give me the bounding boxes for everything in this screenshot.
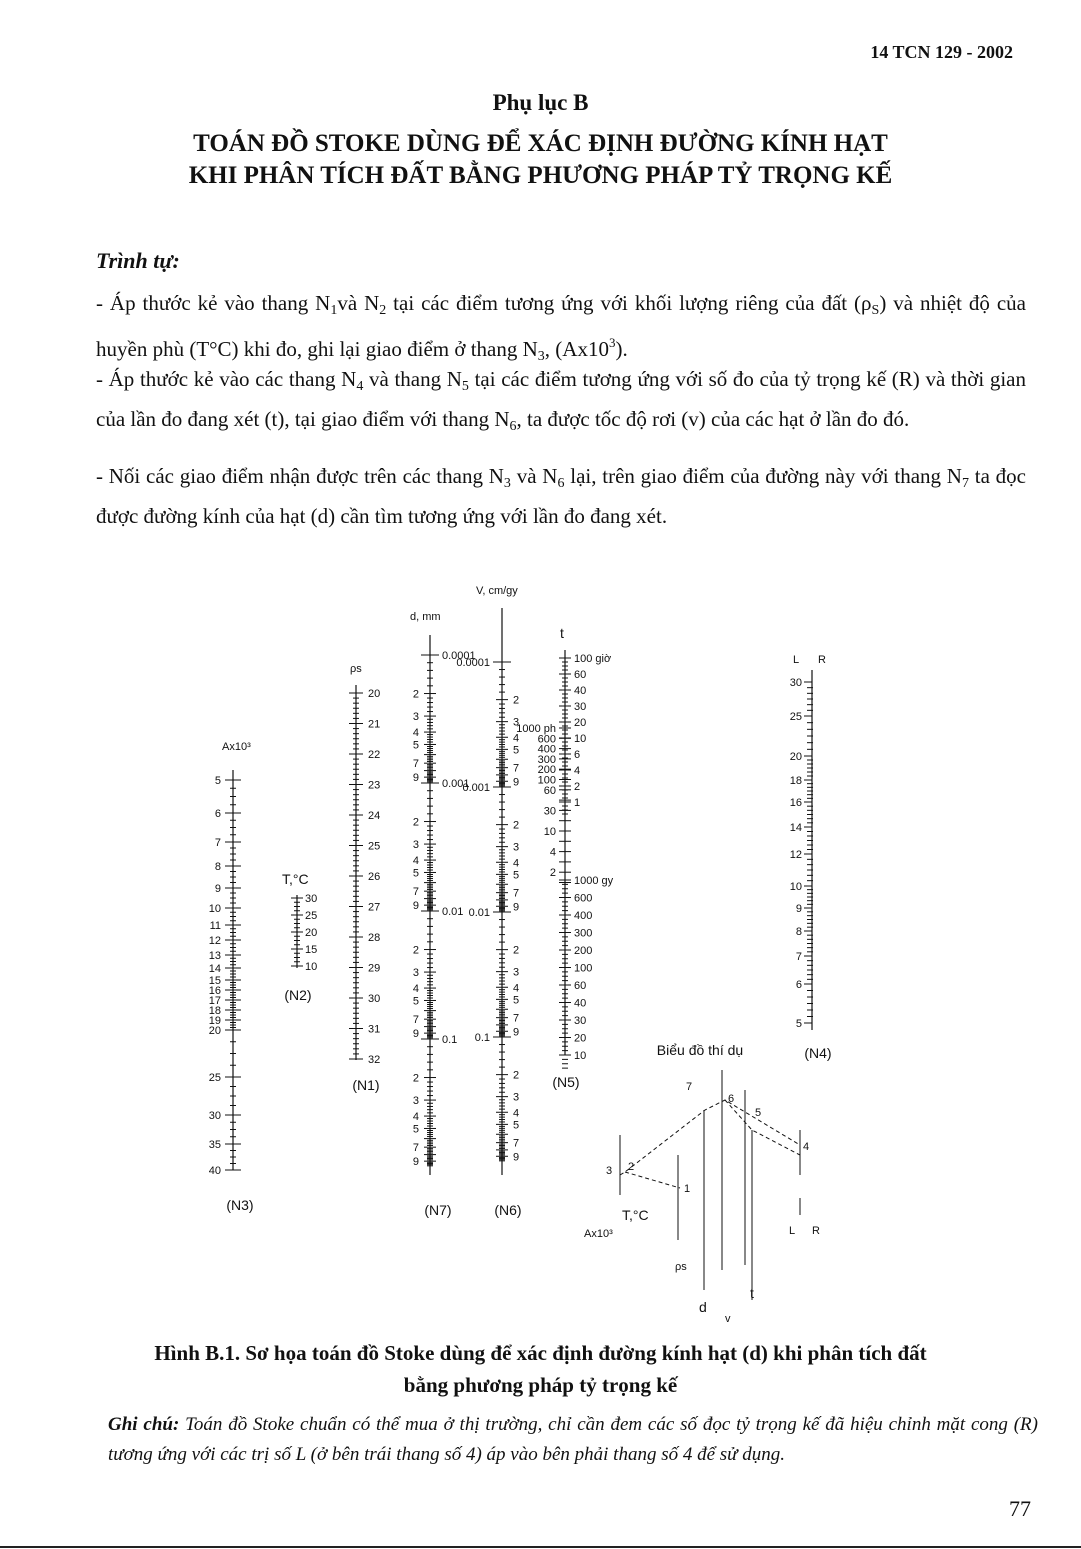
n5-hour-label: 60 xyxy=(574,669,587,681)
n5-minute-label: 30 xyxy=(543,805,556,818)
procedure-step-1: - Áp thước kẻ vào thang $N_1và$ $N_2$ tại các điểm tương ứng với khối lượng riêng của đất $(\rho_S)$ và nhiệt độ của huyền phù (T°C) khi đo, ghi lại giao điểm ở thang $N_3$, $(Ax10^3)$. xyxy=(96,291,1026,364)
n5-minute-label: 100 xyxy=(537,774,556,787)
n5-minute-label: 2 xyxy=(549,867,556,880)
n5-second-label: 300 xyxy=(574,927,593,940)
n5-hour-label: 40 xyxy=(574,685,587,697)
n5-second-label: 40 xyxy=(574,997,587,1010)
n7-decade-label: 0.001 xyxy=(442,778,470,790)
n6-tick-label: 3 xyxy=(513,716,520,729)
stoke-nomogram xyxy=(0,570,1081,1330)
n3-tick-label: 8 xyxy=(214,861,221,873)
n6-decade-label: 0.01 xyxy=(468,907,490,919)
caption-line-1: Hình B.1. Sơ họa toán đồ Stoke dùng để xác định đường kính hạt (d) khi phân tích đất xyxy=(154,1341,927,1365)
note-text: Toán đồ Stoke chuẩn có thể mua ở thị trường, chỉ cần đem các số đọc tỷ trọng kế đã hiệu chỉnh mặt cong (R) tương ứng với các trị số L (ở bên trái thang số 4) áp vào bên phải thang số 4 để sử dụng. xyxy=(108,1414,1038,1465)
n4-header-l: L xyxy=(793,654,800,666)
n7-tick-label: 4 xyxy=(412,727,419,740)
n5-label: (N5) xyxy=(552,1074,580,1090)
n4-tick-label: 18 xyxy=(789,775,802,787)
n3-tick-label: 6 xyxy=(214,808,221,820)
n7-tick-label: 3 xyxy=(412,711,419,724)
example-connecting-line xyxy=(725,1100,800,1155)
n6-header: V, cm/gy xyxy=(476,585,518,597)
n7-tick-label: 5 xyxy=(412,867,419,880)
figure-caption xyxy=(0,1337,1081,1401)
n7-tick-label: 3 xyxy=(412,1095,419,1108)
n7-tick-label: 5 xyxy=(412,739,419,752)
note-label: Ghi chú: xyxy=(108,1414,180,1435)
n5-second-label: 100 xyxy=(574,962,593,975)
n2-tick-label: 30 xyxy=(305,893,318,905)
n1-tick-label: 20 xyxy=(368,688,381,700)
example-axis-label: L xyxy=(789,1225,796,1237)
n7-tick-label: 5 xyxy=(412,995,419,1008)
n5-hour-label: 4 xyxy=(574,765,581,777)
n3-tick-label: 10 xyxy=(208,903,221,915)
n6-tick-label: 2 xyxy=(513,944,520,957)
example-title: Biểu đồ thí dụ xyxy=(656,1042,744,1058)
n6-tick-label: 7 xyxy=(513,887,520,900)
n3-tick-label: 40 xyxy=(208,1165,221,1177)
n1-label: (N1) xyxy=(352,1077,380,1093)
n6-tick-label: 2 xyxy=(513,694,520,707)
n3-label: (N3) xyxy=(226,1197,254,1213)
n5-minute-label: 400 xyxy=(537,743,556,756)
n6-tick-label: 7 xyxy=(513,762,520,775)
n3-tick-label: 12 xyxy=(208,935,221,947)
n2-label: (N2) xyxy=(284,987,312,1003)
n1-tick-label: 31 xyxy=(368,1023,381,1036)
n5-minute-label: 1000 ph xyxy=(516,723,556,735)
n4-label: (N4) xyxy=(804,1045,832,1061)
n6-tick-label: 5 xyxy=(513,744,520,757)
n4-header-r: R xyxy=(818,654,826,666)
n3-tick-label: 13 xyxy=(208,950,221,962)
n5-second-label: 10 xyxy=(574,1050,587,1062)
example-point-label: 1 xyxy=(684,1183,691,1195)
n7-tick-label: 2 xyxy=(412,1072,419,1085)
procedure-step-3: - Nối các giao điểm nhận được trên các thang $N_3$ và $N_6$ lại, trên giao điểm của đường này với thang $N_7$ ta đọc được đường kính của hạt (d) cần tìm tương ứng với lần đo đang xét. xyxy=(96,464,1026,528)
n5-minute-label: 200 xyxy=(537,764,556,777)
n4-tick-label: 12 xyxy=(789,849,802,861)
n7-tick-label: 9 xyxy=(412,900,419,913)
n5-minute-label: 60 xyxy=(543,784,556,797)
page-title xyxy=(0,128,1081,192)
n5-hour-label: 6 xyxy=(574,749,581,761)
n1-tick-label: 26 xyxy=(368,871,381,883)
n7-tick-label: 9 xyxy=(412,1156,419,1169)
procedure-heading: Trình tự: xyxy=(96,248,180,273)
example-point-label: 2 xyxy=(628,1161,635,1173)
n3-tick-label: 17 xyxy=(208,995,221,1007)
n7-tick-label: 4 xyxy=(412,983,419,996)
example-axis-label: R xyxy=(812,1225,820,1237)
example-axis-label: ρs xyxy=(675,1261,687,1273)
n7-tick-label: 7 xyxy=(412,758,419,771)
n7-tick-label: 5 xyxy=(412,1123,419,1136)
n3-tick-label: 15 xyxy=(208,975,221,987)
n6-tick-label: 2 xyxy=(513,819,520,832)
n1-tick-label: 29 xyxy=(368,962,381,975)
n4-tick-label: 25 xyxy=(789,711,802,723)
procedure-step-2: - Áp thước kẻ vào các thang $N_4$ và thang $N_5$ tại các điểm tương ứng với số đo của tỷ trọng kế (R) và thời gian của lần đo đang xét (t), tại giao điểm với thang $N_6$, ta được tốc độ rơi (v) của các hạt ở lần đo đó. xyxy=(96,367,1026,434)
n6-tick-label: 2 xyxy=(513,1069,520,1082)
example-point-label: 4 xyxy=(803,1141,810,1153)
n4-tick-label: 10 xyxy=(789,881,802,893)
n4-tick-label: 5 xyxy=(795,1018,802,1030)
example-point-label: 5 xyxy=(755,1107,762,1119)
n3-tick-label: 9 xyxy=(214,883,221,895)
n6-tick-label: 3 xyxy=(513,1091,520,1104)
n7-tick-label: 7 xyxy=(412,1014,419,1027)
n6-tick-label: 5 xyxy=(513,994,520,1007)
n5-hour-label: 20 xyxy=(574,717,587,729)
n5-minute-label: 4 xyxy=(549,846,556,859)
n5-hour-label: 30 xyxy=(574,701,587,713)
n5-hour-label: 10 xyxy=(574,733,587,745)
n3-tick-label: 20 xyxy=(208,1025,221,1037)
n5-minute-label: 10 xyxy=(543,826,556,838)
n5-second-label: 20 xyxy=(574,1032,587,1045)
n4-tick-label: 14 xyxy=(789,822,802,834)
example-connecting-line xyxy=(625,1172,680,1188)
n2-header: T,°C xyxy=(282,871,309,887)
n1-tick-label: 24 xyxy=(368,810,381,822)
n1-tick-label: 30 xyxy=(368,993,381,1005)
n3-header: Ax10³ xyxy=(222,741,251,753)
n7-decade-label: 0.0001 xyxy=(442,650,476,662)
n6-tick-label: 4 xyxy=(513,1107,520,1120)
n3-tick-label: 30 xyxy=(208,1110,221,1122)
n7-tick-label: 9 xyxy=(412,772,419,785)
n3-tick-label: 16 xyxy=(208,985,221,997)
n6-tick-label: 9 xyxy=(513,901,520,914)
n5-second-label: 60 xyxy=(574,980,587,992)
n3-tick-label: 25 xyxy=(208,1072,221,1084)
n7-tick-label: 2 xyxy=(412,816,419,829)
n3-tick-label: 7 xyxy=(214,837,221,849)
standard-code: 14 TCN 129 - 2002 xyxy=(870,42,1013,62)
example-connecting-line xyxy=(620,1100,800,1175)
n4-tick-label: 20 xyxy=(789,751,802,763)
page-number: 77 xyxy=(1009,1496,1031,1521)
n3-tick-label: 11 xyxy=(209,920,221,932)
n7-decade-label: 0.01 xyxy=(442,906,464,918)
n5-hour-label: 1 xyxy=(574,797,581,809)
n6-decade-label: 0.001 xyxy=(462,782,490,794)
n1-tick-label: 22 xyxy=(368,749,381,761)
n7-tick-label: 4 xyxy=(412,855,419,868)
n6-tick-label: 9 xyxy=(513,776,520,789)
n7-tick-label: 7 xyxy=(412,886,419,899)
example-axis-label: t xyxy=(750,1285,754,1301)
example-axis-label: Ax10³ xyxy=(584,1228,613,1240)
n3-tick-label: 14 xyxy=(208,963,221,975)
appendix-label: Phụ lục B xyxy=(492,90,589,115)
n6-tick-label: 5 xyxy=(513,1119,520,1132)
n7-header: d, mm xyxy=(410,611,441,623)
n5-second-label: 600 xyxy=(574,892,593,905)
n2-tick-label: 10 xyxy=(305,961,318,973)
n1-tick-label: 27 xyxy=(368,901,381,914)
n6-decade-label: 0.0001 xyxy=(456,657,490,669)
n7-label: (N7) xyxy=(424,1202,452,1218)
n5-minute-label: 600 xyxy=(537,733,556,746)
n5-second-label: 400 xyxy=(574,910,593,922)
title-line-1: TOÁN ĐỒ STOKE DÙNG ĐỂ XÁC ĐỊNH ĐƯỜNG KÍNH HẠT xyxy=(193,130,888,157)
n7-tick-label: 7 xyxy=(412,1142,419,1155)
n5-header: t xyxy=(560,625,564,641)
example-axis-label: T,°C xyxy=(622,1207,649,1223)
n5-hour-label: 100 giờ xyxy=(574,653,612,665)
n6-tick-label: 4 xyxy=(513,982,520,995)
n6-tick-label: 9 xyxy=(513,1026,520,1039)
n7-tick-label: 2 xyxy=(412,944,419,957)
n3-tick-label: 19 xyxy=(208,1015,221,1027)
n6-tick-label: 3 xyxy=(513,966,520,979)
n4-tick-label: 16 xyxy=(789,797,802,809)
n7-tick-label: 4 xyxy=(412,1111,419,1124)
n7-tick-label: 3 xyxy=(412,839,419,852)
note xyxy=(108,1410,1038,1470)
n1-header: ρs xyxy=(350,663,362,675)
n7-tick-label: 9 xyxy=(412,1028,419,1041)
n6-decade-label: 0.1 xyxy=(474,1032,490,1044)
n1-tick-label: 23 xyxy=(368,779,381,792)
n6-label: (N6) xyxy=(494,1202,522,1218)
n6-tick-label: 7 xyxy=(513,1137,520,1150)
n4-tick-label: 9 xyxy=(795,903,802,915)
example-point-label: 3 xyxy=(606,1165,613,1177)
n5-hour-label: 2 xyxy=(574,781,581,793)
n2-tick-label: 15 xyxy=(305,944,318,956)
example-point-label: 7 xyxy=(686,1081,693,1093)
n2-tick-label: 20 xyxy=(305,927,318,939)
example-axis-label: d xyxy=(699,1299,707,1315)
n1-tick-label: 25 xyxy=(368,840,381,853)
n2-tick-label: 25 xyxy=(305,910,318,922)
n1-tick-label: 28 xyxy=(368,932,381,944)
n3-tick-label: 35 xyxy=(208,1139,221,1151)
n4-tick-label: 30 xyxy=(789,677,802,689)
n5-second-label: 30 xyxy=(574,1015,587,1027)
n7-tick-label: 3 xyxy=(412,967,419,980)
n4-tick-label: 8 xyxy=(795,926,802,938)
footer-rule xyxy=(0,1546,1081,1548)
n4-tick-label: 6 xyxy=(795,979,802,991)
n3-tick-label: 5 xyxy=(214,775,221,787)
n5-minute-label: 300 xyxy=(537,753,556,766)
n6-tick-label: 7 xyxy=(513,1012,520,1025)
n5-second-label: 200 xyxy=(574,945,593,957)
n1-tick-label: 32 xyxy=(368,1054,381,1066)
example-point-label: 6 xyxy=(728,1093,735,1105)
title-line-2: KHI PHÂN TÍCH ĐẤT BẰNG PHƯƠNG PHÁP TỶ TRỌNG KẾ xyxy=(188,162,893,189)
n6-tick-label: 5 xyxy=(513,869,520,882)
example-axis-label: v xyxy=(725,1313,731,1325)
n7-tick-label: 2 xyxy=(412,688,419,701)
n7-decade-label: 0.1 xyxy=(442,1034,458,1046)
n4-tick-label: 7 xyxy=(795,951,802,963)
caption-line-2: bằng phương pháp tỷ trọng kế xyxy=(403,1373,678,1397)
n3-tick-label: 18 xyxy=(208,1005,221,1017)
n6-tick-label: 4 xyxy=(513,732,520,745)
n1-tick-label: 21 xyxy=(368,718,381,731)
n6-tick-label: 4 xyxy=(513,857,520,870)
n6-tick-label: 3 xyxy=(513,841,520,854)
n6-tick-label: 9 xyxy=(513,1151,520,1164)
n5-second-label: 1000 gy xyxy=(574,875,614,887)
